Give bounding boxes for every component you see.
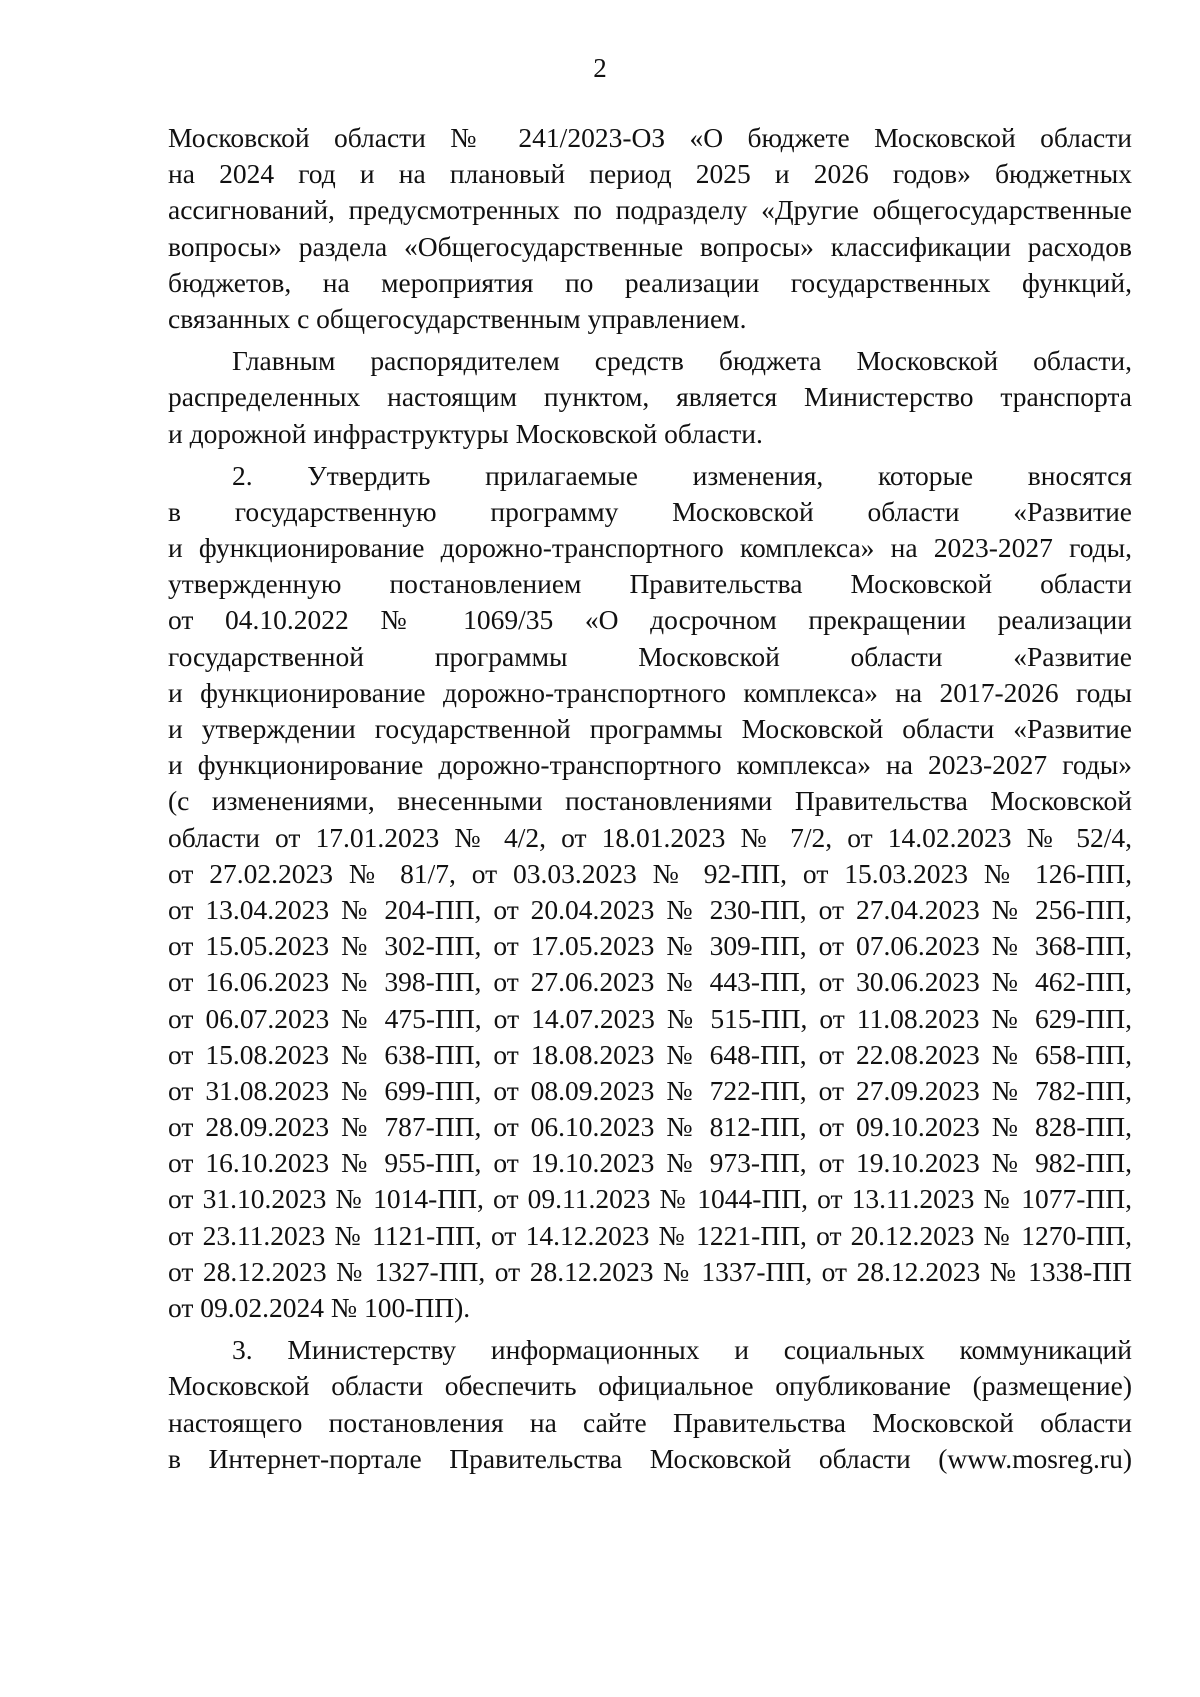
text-line: от 15.05.2023 № 302-ПП, от 17.05.2023 № 309-ПП, от 07.06.2023 № 368-ПП, <box>168 930 1132 962</box>
paragraph-4 <box>168 1332 1132 1477</box>
text-line: от 09.02.2024 № 100-ПП). <box>168 1292 471 1323</box>
text-line: от 04.10.2022 № 1069/35 «О досрочном прекращении реализации <box>168 604 1132 636</box>
text-line: настоящего постановления на сайте Правительства Московской области <box>168 1406 1132 1438</box>
text-line: и функционирование дорожно-транспортного комплекса» на 2023-2027 годы» <box>168 749 1132 781</box>
text-line: от 31.10.2023 № 1014-ПП, от 09.11.2023 № 1044-ПП, от 13.11.2023 № 1077-ПП, <box>168 1183 1132 1215</box>
text-line: области от 17.01.2023 № 4/2, от 18.01.2023 № 7/2, от 14.02.2023 № 52/4, <box>168 821 1132 853</box>
page-number: 2 <box>593 53 607 83</box>
paragraph-3 <box>168 458 1132 1327</box>
text-line: от 13.04.2023 № 204-ПП, от 20.04.2023 № 230-ПП, от 27.04.2023 № 256-ПП, <box>168 893 1132 925</box>
text-line: и функционирование дорожно-транспортного комплекса» на 2023-2027 годы, <box>168 532 1132 564</box>
paragraph-1 <box>168 120 1132 337</box>
text-line: вопросы» раздела «Общегосударственные вопросы» классификации расходов <box>168 230 1132 262</box>
text-line: связанных с общегосударственным управлением. <box>168 302 747 334</box>
text-line: и дорожной инфраструктуры Московской области. <box>168 417 763 449</box>
text-line: в Интернет-портале Правительства Московской области (www.mosreg.ru) <box>168 1442 1132 1474</box>
text-line: утвержденную постановлением Правительства Московской области <box>168 568 1132 600</box>
text-line: на 2024 год и на плановый период 2025 и 2026 годов» бюджетных <box>168 158 1132 190</box>
text-line: от 15.08.2023 № 638-ПП, от 18.08.2023 № 648-ПП, от 22.08.2023 № 658-ПП, <box>168 1038 1132 1070</box>
paragraph-2 <box>168 343 1132 452</box>
text-line: от 16.06.2023 № 398-ПП, от 27.06.2023 № 443-ПП, от 30.06.2023 № 462-ПП, <box>168 966 1132 998</box>
text-line: и функционирование дорожно-транспортного комплекса» на 2017-2026 годы <box>168 676 1132 708</box>
text-line: (с изменениями, внесенными постановлениями Правительства Московской <box>168 785 1132 817</box>
text-line: в государственную программу Московской области «Развитие <box>168 495 1132 527</box>
text-line: распределенных настоящим пунктом, является Министерство транспорта <box>168 381 1132 413</box>
text-line: 2. Утвердить прилагаемые изменения, которые вносятся <box>232 459 1132 491</box>
document-body <box>168 120 1132 1477</box>
text-line: от 23.11.2023 № 1121-ПП, от 14.12.2023 № 1221-ПП, от 20.12.2023 № 1270-ПП, <box>168 1219 1132 1251</box>
text-line: государственной программы Московской области «Развитие <box>168 640 1132 672</box>
text-line: Московской области № 241/2023-ОЗ «О бюджете Московской области <box>168 122 1132 153</box>
text-line: ассигнований, предусмотренных по подразделу «Другие общегосударственные <box>168 194 1132 226</box>
text-line: бюджетов, на мероприятия по реализации государственных функций, <box>168 266 1132 298</box>
text-line: от 16.10.2023 № 955-ПП, от 19.10.2023 № 973-ПП, от 19.10.2023 № 982-ПП, <box>168 1147 1132 1179</box>
text-line: от 06.07.2023 № 475-ПП, от 14.07.2023 № 515-ПП, от 11.08.2023 № 629-ПП, <box>168 1002 1132 1034</box>
text-line: Московской области обеспечить официальное опубликование (размещение) <box>168 1370 1132 1402</box>
text-line: от 31.08.2023 № 699-ПП, от 08.09.2023 № 722-ПП, от 27.09.2023 № 782-ПП, <box>168 1074 1132 1106</box>
text-line: от 28.12.2023 № 1327-ПП, от 28.12.2023 № 1337-ПП, от 28.12.2023 № 1338-ПП <box>168 1255 1132 1287</box>
text-line: от 28.09.2023 № 787-ПП, от 06.10.2023 № 812-ПП, от 09.10.2023 № 828-ПП, <box>168 1111 1132 1143</box>
text-line: Главным распорядителем средств бюджета Московской области, <box>232 345 1132 377</box>
text-line: и утверждении государственной программы Московской области «Развитие <box>168 713 1132 744</box>
text-line: от 27.02.2023 № 81/7, от 03.03.2023 № 92-ПП, от 15.03.2023 № 126-ПП, <box>168 857 1132 889</box>
text-line: 3. Министерству информационных и социальных коммуникаций <box>232 1334 1132 1366</box>
